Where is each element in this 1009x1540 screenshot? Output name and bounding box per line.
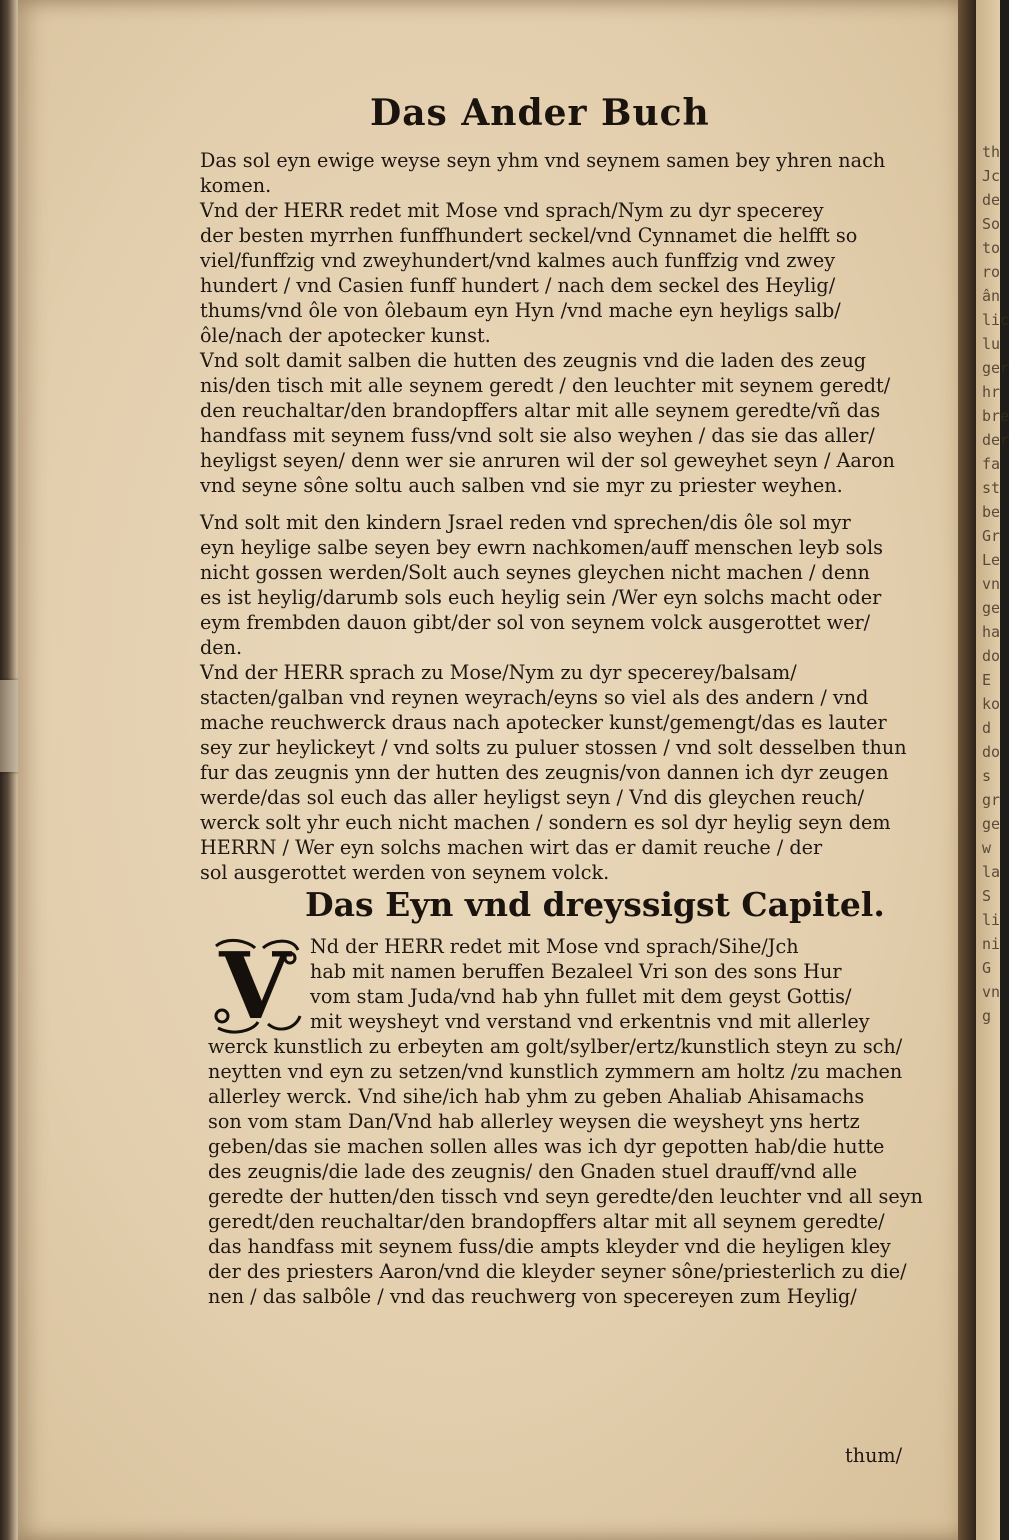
- text-line: HERRN / Wer eyn solchs machen wirt das er damit reuche / der: [200, 836, 823, 859]
- facing-page-fragment: g: [982, 1007, 992, 1025]
- text-line: Vnd der HERR redet mit Mose vnd sprach/Nym zu dyr specerey: [200, 199, 824, 222]
- chapter-text-line: allerley werck. Vnd sihe/ich hab yhm zu geben Ahaliab Ahisamachs: [208, 1085, 865, 1108]
- initial-letter: V: [219, 932, 291, 1040]
- facing-page-fragment: ge: [982, 815, 1001, 833]
- text-block-top: [200, 148, 915, 498]
- chapter-lines-full: [208, 1034, 923, 1309]
- text-line: der besten myrrhen funffhundert seckel/vnd Cynnamet die helfft so: [200, 224, 858, 247]
- text-line: nis/den tisch mit alle seynem geredt / den leuchter mit seynem geredt/: [200, 374, 891, 397]
- text-line: nicht gossen werden/Solt auch seynes gleychen nicht machen / denn: [200, 561, 870, 584]
- text-line: werck solt yhr euch nicht machen / sondern es sol dyr heylig seyn dem: [200, 811, 891, 834]
- facing-page-fragment: lu: [982, 335, 1001, 353]
- facing-page-fragment: w: [982, 839, 992, 857]
- facing-page-fragment: So: [982, 215, 1001, 233]
- facing-page-fragment: be: [982, 503, 1001, 521]
- facing-page-fragment: ge: [982, 599, 1001, 617]
- facing-page-fragment: de: [982, 191, 1001, 209]
- facing-page-fragment: ni: [982, 935, 1001, 953]
- facing-page-fragment: gr: [982, 791, 1001, 809]
- facing-page-fragment: vn: [982, 575, 1001, 593]
- chapter-lines-indented: [310, 934, 910, 1034]
- facing-page-fragment: do: [982, 647, 1001, 665]
- text-line: viel/funffzig vnd zweyhundert/vnd kalmes auch funffzig vnd zwey: [200, 249, 836, 272]
- chapter-text-line: werck kunstlich zu erbeyten am golt/sylber/ertz/kunstlich steyn zu sch/: [208, 1035, 903, 1058]
- text-line: sey zur heylickeyt / vnd solts zu puluer stossen / vnd solt desselben thun: [200, 736, 907, 759]
- initial-flourish-icon: [208, 936, 302, 1036]
- text-line: handfass mit seynem fuss/vnd solt sie also weyhen / das sie das aller/: [200, 424, 875, 447]
- facing-page-fragment: s: [982, 767, 992, 785]
- running-head: Das Ander Buch: [370, 92, 710, 134]
- text-line: thums/vnd ôle von ôlebaum eyn Hyn /vnd mache eyn heyligs salb/: [200, 299, 841, 322]
- text-line: eyn heylige salbe seyen bey ewrn nachkomen/auff menschen leyb sols: [200, 536, 883, 559]
- text-line: sol ausgerottet werden von seynem volck.: [200, 861, 610, 884]
- facing-page-fragment: la: [982, 863, 1001, 881]
- text-line: Vnd der HERR sprach zu Mose/Nym zu dyr specerey/balsam/: [200, 661, 797, 684]
- catchword: thum/: [845, 1444, 903, 1467]
- text-line: Vnd solt mit den kindern Jsrael reden vnd sprechen/dis ôle sol myr: [200, 511, 851, 534]
- facing-page-fragment: ger: [982, 359, 1009, 377]
- chapter-text-line: geredte der hutten/den tissch vnd seyn geredte/den leuchter vnd all seyn: [208, 1185, 923, 1208]
- chapter-text-line: der des priesters Aaron/vnd die kleyder seyner sône/priesterlich zu die/: [208, 1260, 907, 1283]
- chapter-text-line: das handfass mit seynem fuss/die ampts kleyder vnd die heyligen kley: [208, 1235, 891, 1258]
- chapter-text-line: neytten vnd eyn zu setzen/vnd kunstlich zymmern am holtz /zu machen: [208, 1060, 903, 1083]
- facing-page-fragment: ro: [982, 263, 1001, 281]
- text-line: Vnd solt damit salben die hutten des zeugnis vnd die laden des zeug: [200, 349, 867, 372]
- text-line: heyligst seyen/ denn wer sie anruren wil der sol geweyhet seyn / Aaron: [200, 449, 895, 472]
- facing-page-fragment: ân: [982, 287, 1001, 305]
- chapter-text-line: hab mit namen beruffen Bezaleel Vri son des sons Hur: [310, 960, 842, 983]
- facing-page-fragment: G: [982, 959, 992, 977]
- text-block-middle: [200, 510, 915, 885]
- text-line: hundert / vnd Casien funff hundert / nach dem seckel des Heylig/: [200, 274, 836, 297]
- facing-page-fragment: to: [982, 239, 1001, 257]
- chapter-text-line: vom stam Juda/vnd hab yhn fullet mit dem geyst Gottis/: [310, 985, 852, 1008]
- facing-page-fragment: st: [982, 479, 1001, 497]
- facing-page-fragment: S: [982, 887, 992, 905]
- text-line: werde/das sol euch das aller heyligst seyn / Vnd dis gleychen reuch/: [200, 786, 865, 809]
- facing-page-fragment: d: [982, 719, 992, 737]
- decorated-initial: [212, 932, 298, 1040]
- text-line: ôle/nach der apotecker kunst.: [200, 324, 491, 347]
- facing-page-fragment: Gr: [982, 527, 1001, 545]
- text-line: den reuchaltar/den brandopffers altar mit alle seynem geredte/vñ das: [200, 399, 881, 422]
- text-line: es ist heylig/darumb sols euch heylig sein /Wer eyn solchs macht oder: [200, 586, 882, 609]
- facing-page-fragment: fa: [982, 455, 1001, 473]
- book-gutter: [958, 0, 976, 1540]
- facing-page-fragment: ha: [982, 623, 1001, 641]
- chapter-text-line: son vom stam Dan/Vnd hab allerley weysen die weysheyt yns hertz: [208, 1110, 860, 1133]
- text-line: vnd seyne sône soltu auch salben vnd sie myr zu priester weyhen.: [200, 474, 843, 497]
- chapter-text-line: des zeugnis/die lade des zeugnis/ den Gnaden stuel drauff/vnd alle: [208, 1160, 858, 1183]
- facing-page-fragment: lic: [982, 311, 1009, 329]
- facing-page-fragment: vn: [982, 983, 1001, 1001]
- facing-page-fragment: der: [982, 431, 1009, 449]
- chapter-text-line: geredt/den reuchaltar/den brandopffers altar mit all seynem geredte/: [208, 1210, 885, 1233]
- facing-page-fragment: E: [982, 671, 992, 689]
- text-line: mache reuchwerck draus nach apotecker kunst/gemengt/das es lauter: [200, 711, 887, 734]
- chapter-title: Das Eyn vnd dreyssigst Capitel.: [305, 885, 885, 924]
- facing-page-edge: [976, 0, 1009, 1540]
- chapter-text-line: Nd der HERR redet mit Mose vnd sprach/Sihe/Jch: [310, 935, 799, 958]
- facing-page-fragment: bre: [982, 407, 1009, 425]
- text-line: stacten/galban vnd reynen weyrach/eyns so viel als des andern / vnd: [200, 686, 869, 709]
- chapter-text-line: nen / das salbôle / vnd das reuchwerg von specereyen zum Heylig/: [208, 1285, 857, 1308]
- text-line: eym frembden dauon gibt/der sol von seynem volck ausgerottet wer/: [200, 611, 871, 634]
- text-line: fur das zeugnis ynn der hutten des zeugnis/von dannen ich dyr zeugen: [200, 761, 889, 784]
- text-line: den.: [200, 636, 243, 659]
- facing-page-fragment: Le: [982, 551, 1001, 569]
- text-line: komen.: [200, 174, 272, 197]
- chapter-text-line: mit weysheyt vnd verstand vnd erkentnis vnd mit allerley: [310, 1010, 870, 1033]
- facing-page-fragment: th: [982, 143, 1001, 161]
- text-line: Das sol eyn ewige weyse seyn yhm vnd seynem samen bey yhren nach: [200, 149, 886, 172]
- facing-page-fragment: do: [982, 743, 1001, 761]
- chapter-text-line: geben/das sie machen sollen alles was ich dyr gepotten hab/die hutte: [208, 1135, 885, 1158]
- facing-page-fragment: Jc: [982, 167, 1001, 185]
- facing-page-fragment: ko: [982, 695, 1001, 713]
- facing-page-fragment: hr: [982, 383, 1001, 401]
- facing-page-fragment: li: [982, 911, 1001, 929]
